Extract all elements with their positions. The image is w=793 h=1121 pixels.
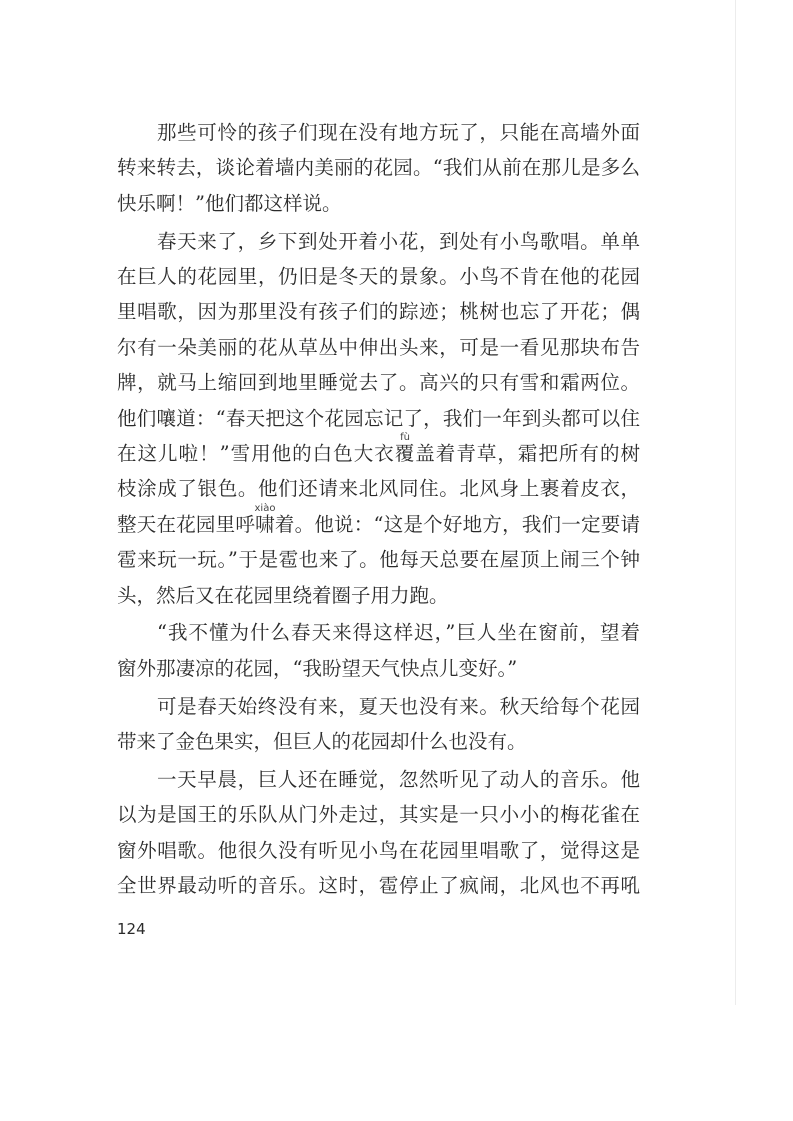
text-segment: 盖着青草，霜把所有的树 xyxy=(415,442,640,466)
text-line: 快乐啊！”他们都这样说。 xyxy=(117,191,342,215)
text-line: 尔有一朵美丽的花从草丛中伸出头来，可是一看见那块布告 xyxy=(117,335,640,359)
paragraph xyxy=(117,762,640,904)
text-line: 一天早晨，巨人还在睡觉，忽然听见了动人的音乐。他 xyxy=(157,768,640,792)
text-line: 以为是国王的乐队从门外走过，其实是一只小小的梅花雀在 xyxy=(117,803,640,827)
annotated-character xyxy=(394,432,416,466)
text-line-annotated xyxy=(117,432,640,471)
text-line: 里唱歌，因为那里没有孩子们的踪迹；桃树也忘了开花；偶 xyxy=(117,300,640,324)
text-line: 全世界最动听的音乐。这时，雹停止了疯闹，北风也不再吼 xyxy=(117,874,640,898)
annotated-glyph: 覆 xyxy=(394,442,416,466)
text-line-annotated xyxy=(117,502,640,542)
text-line: 可是春天始终没有来，夏天也没有来。秋天给每个花园 xyxy=(157,694,640,718)
text-line: 他们嚷道：“春天把这个花园忘记了，我们一年到头都可以住 xyxy=(117,406,640,430)
text-line: 头，然后又在花园里绕着圈子用力跑。 xyxy=(117,583,449,607)
text-line: 窗外那凄凉的花园，“我盼望天气快点儿变好。” xyxy=(117,656,518,680)
text-segment: 着。他说：“这是个好地方，我们一定要请 xyxy=(274,512,640,536)
text-line: “我不懂为什么春天来得这样迟，”巨人坐在窗前，望着 xyxy=(157,621,640,645)
text-line: 那些可怜的孩子们现在没有地方玩了，只能在高墙外面 xyxy=(157,121,640,144)
text-line: 转来转去，谈论着墙内美丽的花园。“我们从前在那儿是多么 xyxy=(117,156,640,180)
pinyin-annotation: xiào xyxy=(254,502,276,514)
text-segment: 在这儿啦！”雪用他的白色大衣 xyxy=(117,442,395,466)
annotated-glyph: 啸 xyxy=(255,512,275,536)
paragraph xyxy=(117,615,640,686)
page-number: 124 xyxy=(117,920,146,938)
text-line: 雹来玩一玩。”于是雹也来了。他每天总要在屋顶上闹三个钟 xyxy=(117,548,640,572)
text-line: 带来了金色果实，但巨人的花园却什么也没有。 xyxy=(117,730,527,754)
page-edge-line xyxy=(735,0,736,1005)
text-line: 牌，就马上缩回到地里睡觉去了。高兴的只有雪和霜两位。 xyxy=(117,371,640,395)
paragraph xyxy=(117,115,640,221)
paragraph xyxy=(117,689,640,760)
text-line: 春天来了，乡下到处开着小花，到处有小鸟歌唱。单单 xyxy=(157,229,640,253)
pinyin-annotation: fù xyxy=(400,432,410,444)
text-line: 枝涂成了银色。他们还请来北风同住。北风身上裹着皮衣， xyxy=(117,477,640,501)
text-segment: 整天在花园里呼 xyxy=(117,512,256,536)
story-text xyxy=(117,115,640,904)
text-line: 在巨人的花园里，仍旧是冬天的景象。小鸟不肯在他的花园 xyxy=(117,265,640,289)
text-line: 窗外唱歌。他很久没有听见小鸟在花园里唱歌了，觉得这是 xyxy=(117,838,640,862)
annotated-character xyxy=(254,502,276,536)
paragraph xyxy=(117,224,640,613)
